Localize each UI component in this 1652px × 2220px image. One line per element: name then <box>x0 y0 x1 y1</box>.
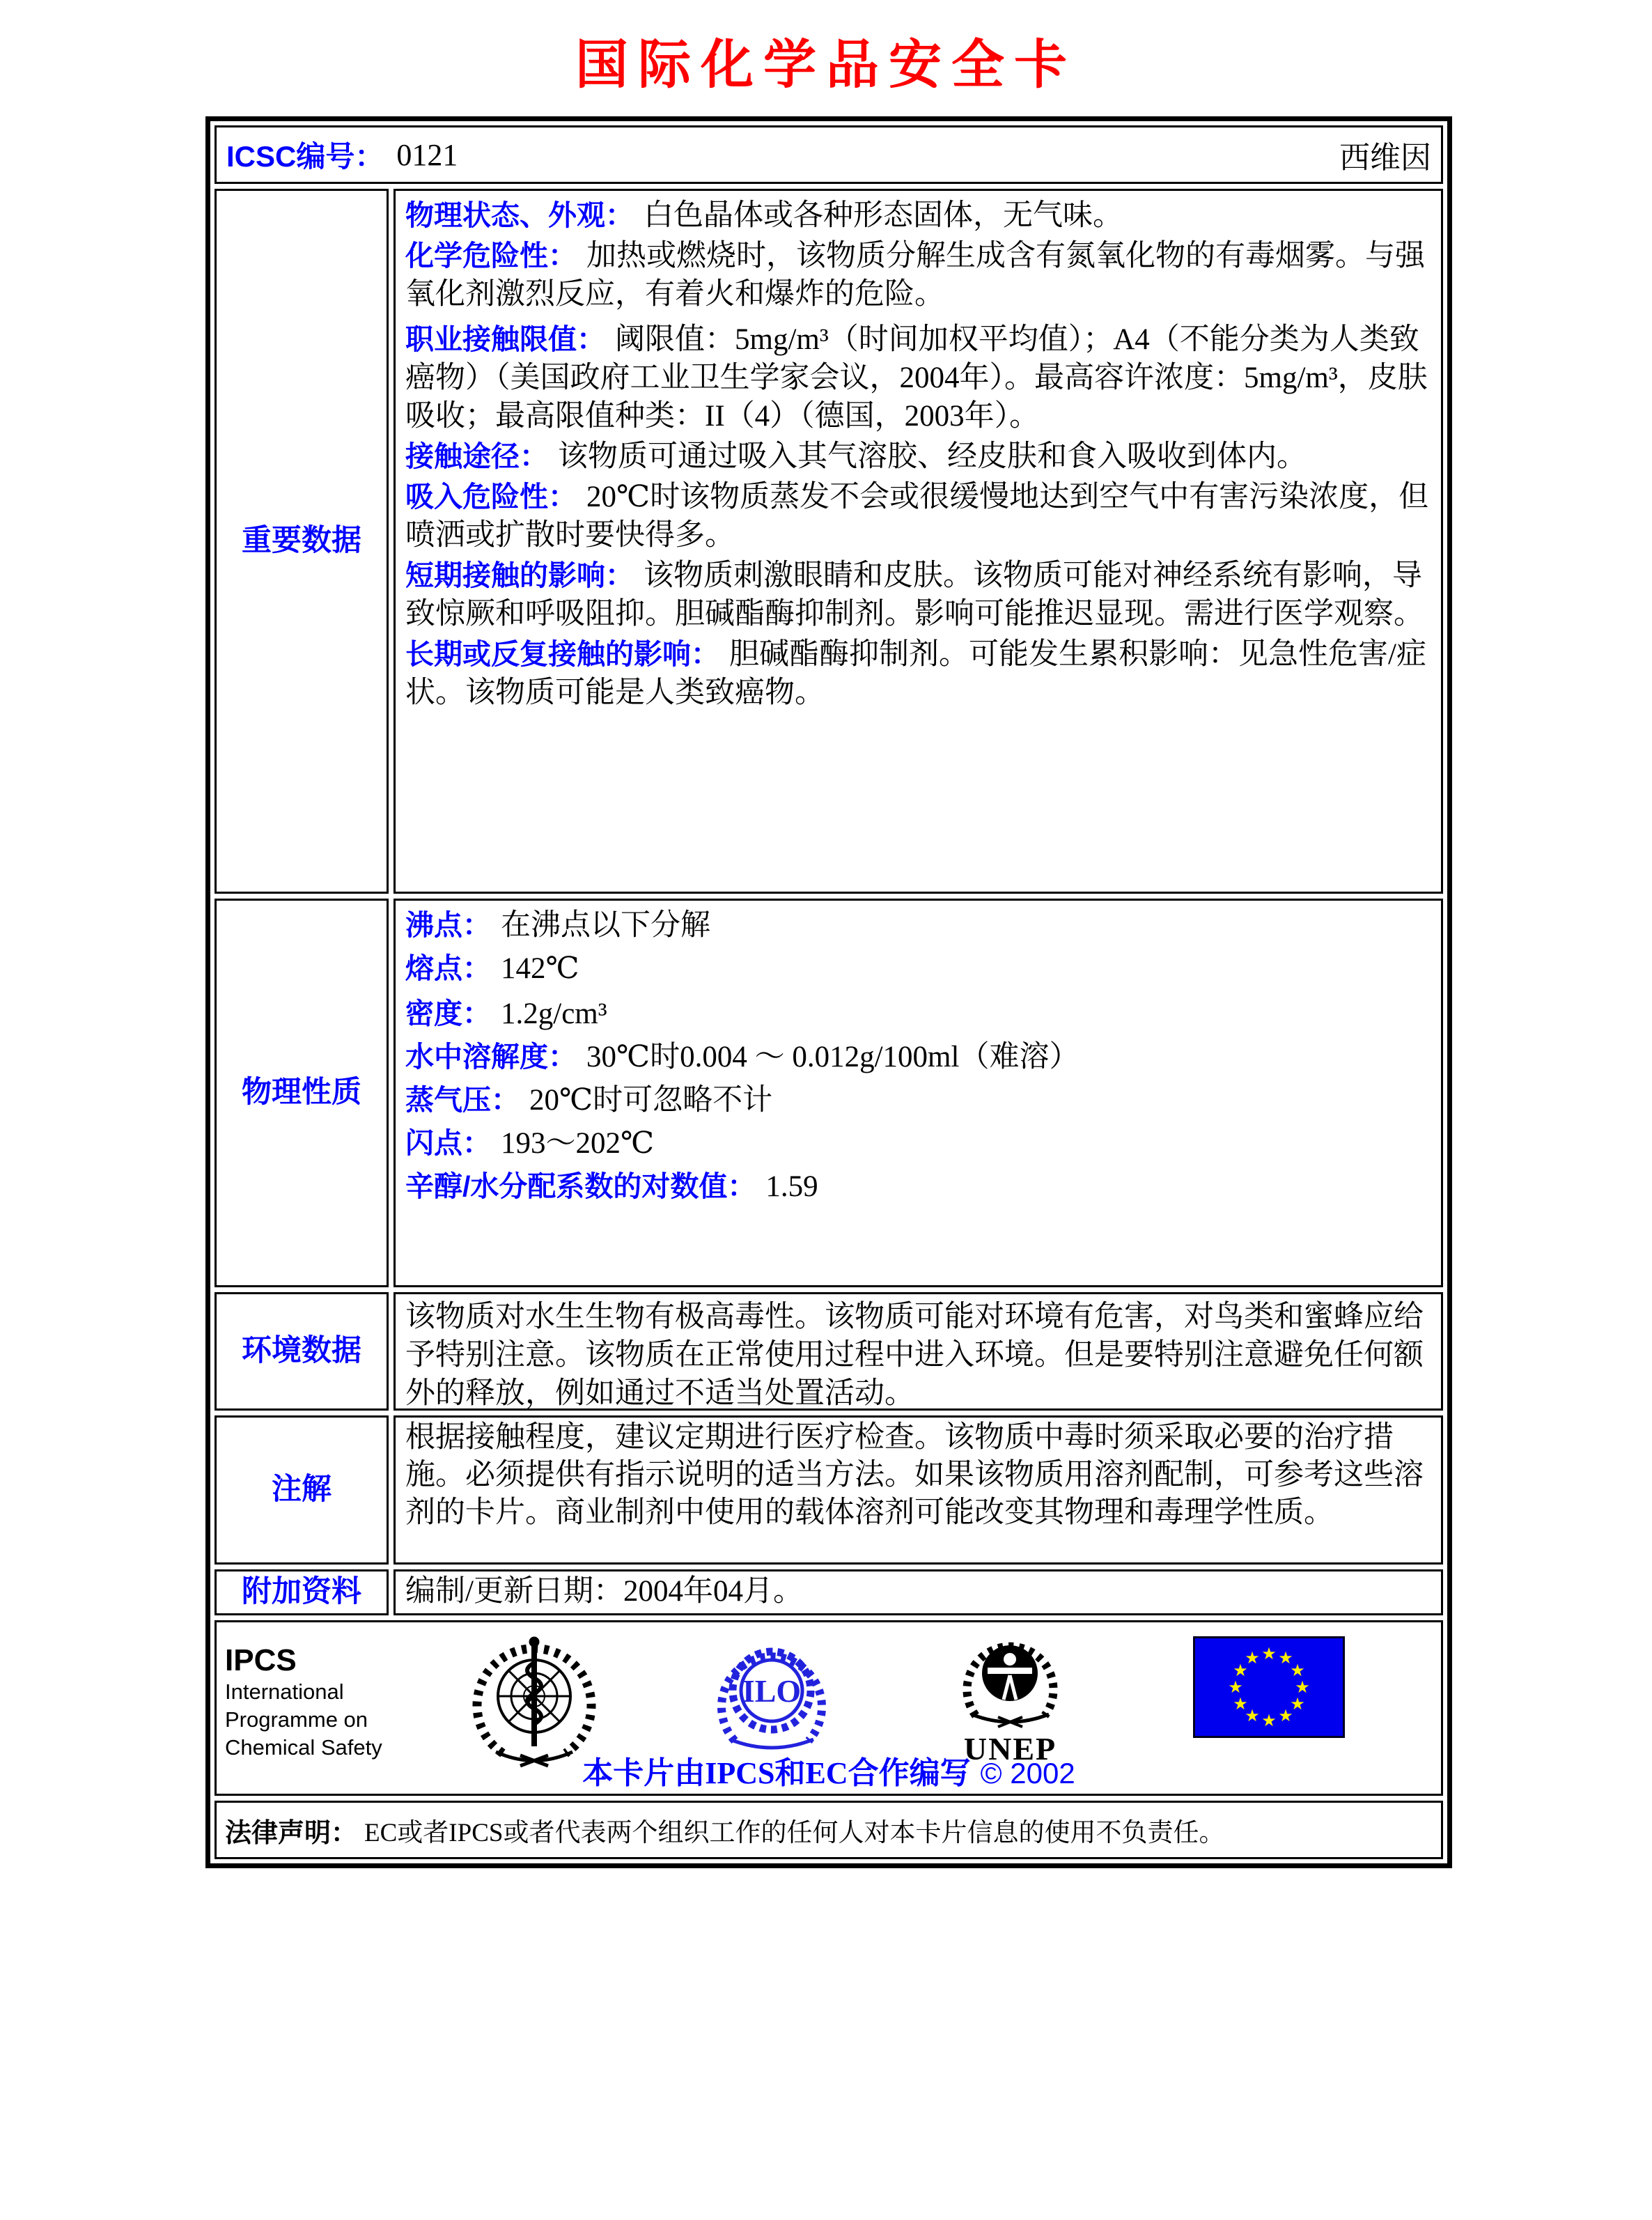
field-value: 该物质可通过吸入其气溶胶、经皮肤和食入吸收到体内。 <box>558 440 1307 473</box>
ipcs-line: Programme on <box>225 1707 368 1732</box>
important-item <box>405 478 1431 554</box>
icsc-number-label: ICSC编号： <box>226 140 384 173</box>
logos-row <box>215 1620 1443 1796</box>
icsc-card-table <box>205 116 1452 1868</box>
important-data-content <box>393 189 1443 894</box>
section-label-important-data: 重要数据 <box>215 189 389 894</box>
field-value: 142℃ <box>501 952 579 985</box>
physical-item <box>405 1124 1431 1163</box>
environmental-data-text: 该物质对水生生物有极高毒性。该物质可能对环境有危害，对鸟类和蜜蜂应给予特别注意。该物质在正常使用过程中进入环境。但是要特别注意避免任何额外的释放，例如通过不适当处置活动。 <box>405 1301 1424 1410</box>
section-label-notes: 注解 <box>215 1415 389 1565</box>
section-label-physical-properties: 物理性质 <box>215 899 389 1287</box>
ipcs-line: Chemical Safety <box>225 1735 382 1760</box>
field-value: 193～202℃ <box>501 1127 655 1160</box>
field-label: 接触途径： <box>405 440 548 472</box>
field-value: 1.2g/cm³ <box>501 998 607 1030</box>
important-data-row <box>215 189 1443 894</box>
section-label-additional-info: 附加资料 <box>215 1569 389 1615</box>
svg-text:★: ★ <box>1233 1661 1248 1680</box>
icsc-number-value: 0121 <box>396 137 458 172</box>
credit-text: 本卡片由IPCS和EC合作编写 <box>582 1756 971 1790</box>
additional-info-text: 编制/更新日期：2004年04月。 <box>405 1575 803 1608</box>
legal-label: 法律声明： <box>225 1818 358 1848</box>
field-label: 物理状态、外观： <box>405 199 634 231</box>
environmental-data-content <box>393 1292 1443 1411</box>
field-label: 沸点： <box>405 909 491 941</box>
svg-text:★: ★ <box>1228 1677 1243 1697</box>
additional-info-content <box>393 1569 1443 1615</box>
important-item <box>405 320 1431 435</box>
notes-text: 根据接触程度，建议定期进行医疗检查。该物质中毒时须采取必要的治疗措施。必须提供有指示说明的适当方法。如果该物质用溶剂配制，可参考这些溶剂的卡片。商业制剂中使用的载体溶剂可能改变其物理和毒理学性质。 <box>405 1421 1424 1529</box>
credit-line <box>217 1748 1441 1792</box>
physical-item <box>405 949 1431 988</box>
field-label: 闪点： <box>405 1127 491 1159</box>
svg-text:★: ★ <box>1278 1648 1293 1668</box>
important-item <box>405 437 1431 476</box>
important-item <box>405 237 1431 313</box>
credit-copyright: © 2002 <box>980 1757 1075 1790</box>
field-label: 化学危险性： <box>405 240 577 272</box>
environmental-data-row <box>215 1292 1443 1411</box>
legal-text: EC或者IPCS或者代表两个组织工作的任何人对本卡片信息的使用不负责任。 <box>364 1819 1225 1847</box>
svg-text:★: ★ <box>1261 1644 1277 1663</box>
ilo-logo-icon <box>706 1629 838 1762</box>
field-value: 加热或燃烧时，该物质分解生成含有氮氧化物的有毒烟雾。与强氧化剂激烈反应，有着火和爆炸的危险。 <box>405 240 1425 311</box>
field-value: 30℃时0.004 ～ 0.012g/100ml（难溶） <box>586 1041 1080 1073</box>
field-label: 熔点： <box>405 952 491 984</box>
logos-cell <box>215 1620 1443 1796</box>
field-label: 职业接触限值： <box>405 323 605 355</box>
field-value: 20℃时可忽略不计 <box>529 1084 773 1117</box>
field-label: 水中溶解度： <box>405 1041 577 1073</box>
svg-text:★: ★ <box>1245 1706 1260 1725</box>
field-value: 20℃时该物质蒸发不会或很缓慢地达到空气中有害污染浓度，但喷洒或扩散时要快得多。 <box>405 481 1429 552</box>
important-item <box>405 635 1431 712</box>
ipcs-text-block <box>225 1643 382 1762</box>
physical-item <box>405 906 1431 945</box>
svg-text:★: ★ <box>1261 1711 1277 1730</box>
field-value: 1.59 <box>765 1170 818 1203</box>
field-value: 白色晶体或各种形态固体，无气味。 <box>644 199 1123 232</box>
field-label: 蒸气压： <box>405 1084 520 1116</box>
unep-wordmark: UNEP <box>963 1731 1057 1767</box>
svg-text:★: ★ <box>1233 1694 1248 1714</box>
field-value: 该物质刺激眼睛和皮肤。该物质可能对神经系统有影响，导致惊厥和呼吸阻抑。胆碱酯酶抑制剂。影响可能推迟显现。需进行医学观察。 <box>405 559 1424 630</box>
unep-logo <box>949 1627 1071 1767</box>
important-item <box>405 196 1431 235</box>
header-row <box>215 125 1443 184</box>
physical-item <box>405 1167 1431 1206</box>
physical-item <box>405 995 1431 1033</box>
chemical-name: 西维因 <box>1339 141 1431 175</box>
svg-text:★: ★ <box>1295 1677 1310 1697</box>
physical-item <box>405 1081 1431 1119</box>
physical-properties-content <box>393 899 1443 1287</box>
field-label: 吸入危险性： <box>405 481 577 513</box>
additional-info-row <box>215 1569 1443 1615</box>
section-label-environmental-data: 环境数据 <box>215 1292 389 1411</box>
field-label: 辛醇/水分配系数的对数值： <box>405 1170 756 1202</box>
field-value: 在沸点以下分解 <box>501 909 710 942</box>
notes-content <box>393 1415 1443 1565</box>
svg-text:★: ★ <box>1290 1661 1305 1680</box>
field-label: 密度： <box>405 998 491 1030</box>
svg-text:★: ★ <box>1290 1694 1305 1714</box>
field-value: 阈限值：5mg/m³（时间加权平均值）；A4（不能分类为人类致癌物）（美国政府工业卫生学家会议，2004年）。最高容许浓度：5mg/m³，皮肤吸收；最高限值种类：II（4）（德国，2003年）。 <box>405 323 1428 433</box>
svg-text:★: ★ <box>1245 1648 1260 1668</box>
notes-row <box>215 1415 1443 1565</box>
header-cell <box>215 125 1443 184</box>
page-title: 国际化学品安全卡 <box>575 36 1077 95</box>
physical-properties-row <box>215 899 1443 1287</box>
legal-cell <box>215 1801 1443 1859</box>
ipcs-line: International <box>225 1679 344 1704</box>
svg-text:★: ★ <box>1278 1706 1293 1725</box>
field-value: 胆碱酯酶抑制剂。可能发生累积影响：见急性危害/症状。该物质可能是人类致癌物。 <box>405 638 1426 709</box>
eu-flag-icon <box>1193 1636 1345 1738</box>
physical-item <box>405 1038 1431 1076</box>
field-label: 短期接触的影响： <box>405 559 634 591</box>
important-item <box>405 557 1431 633</box>
field-label: 长期或反复接触的影响： <box>405 638 719 670</box>
ipcs-title: IPCS <box>225 1643 297 1677</box>
legal-row <box>215 1801 1443 1859</box>
ilo-letters: ILO <box>742 1673 802 1709</box>
